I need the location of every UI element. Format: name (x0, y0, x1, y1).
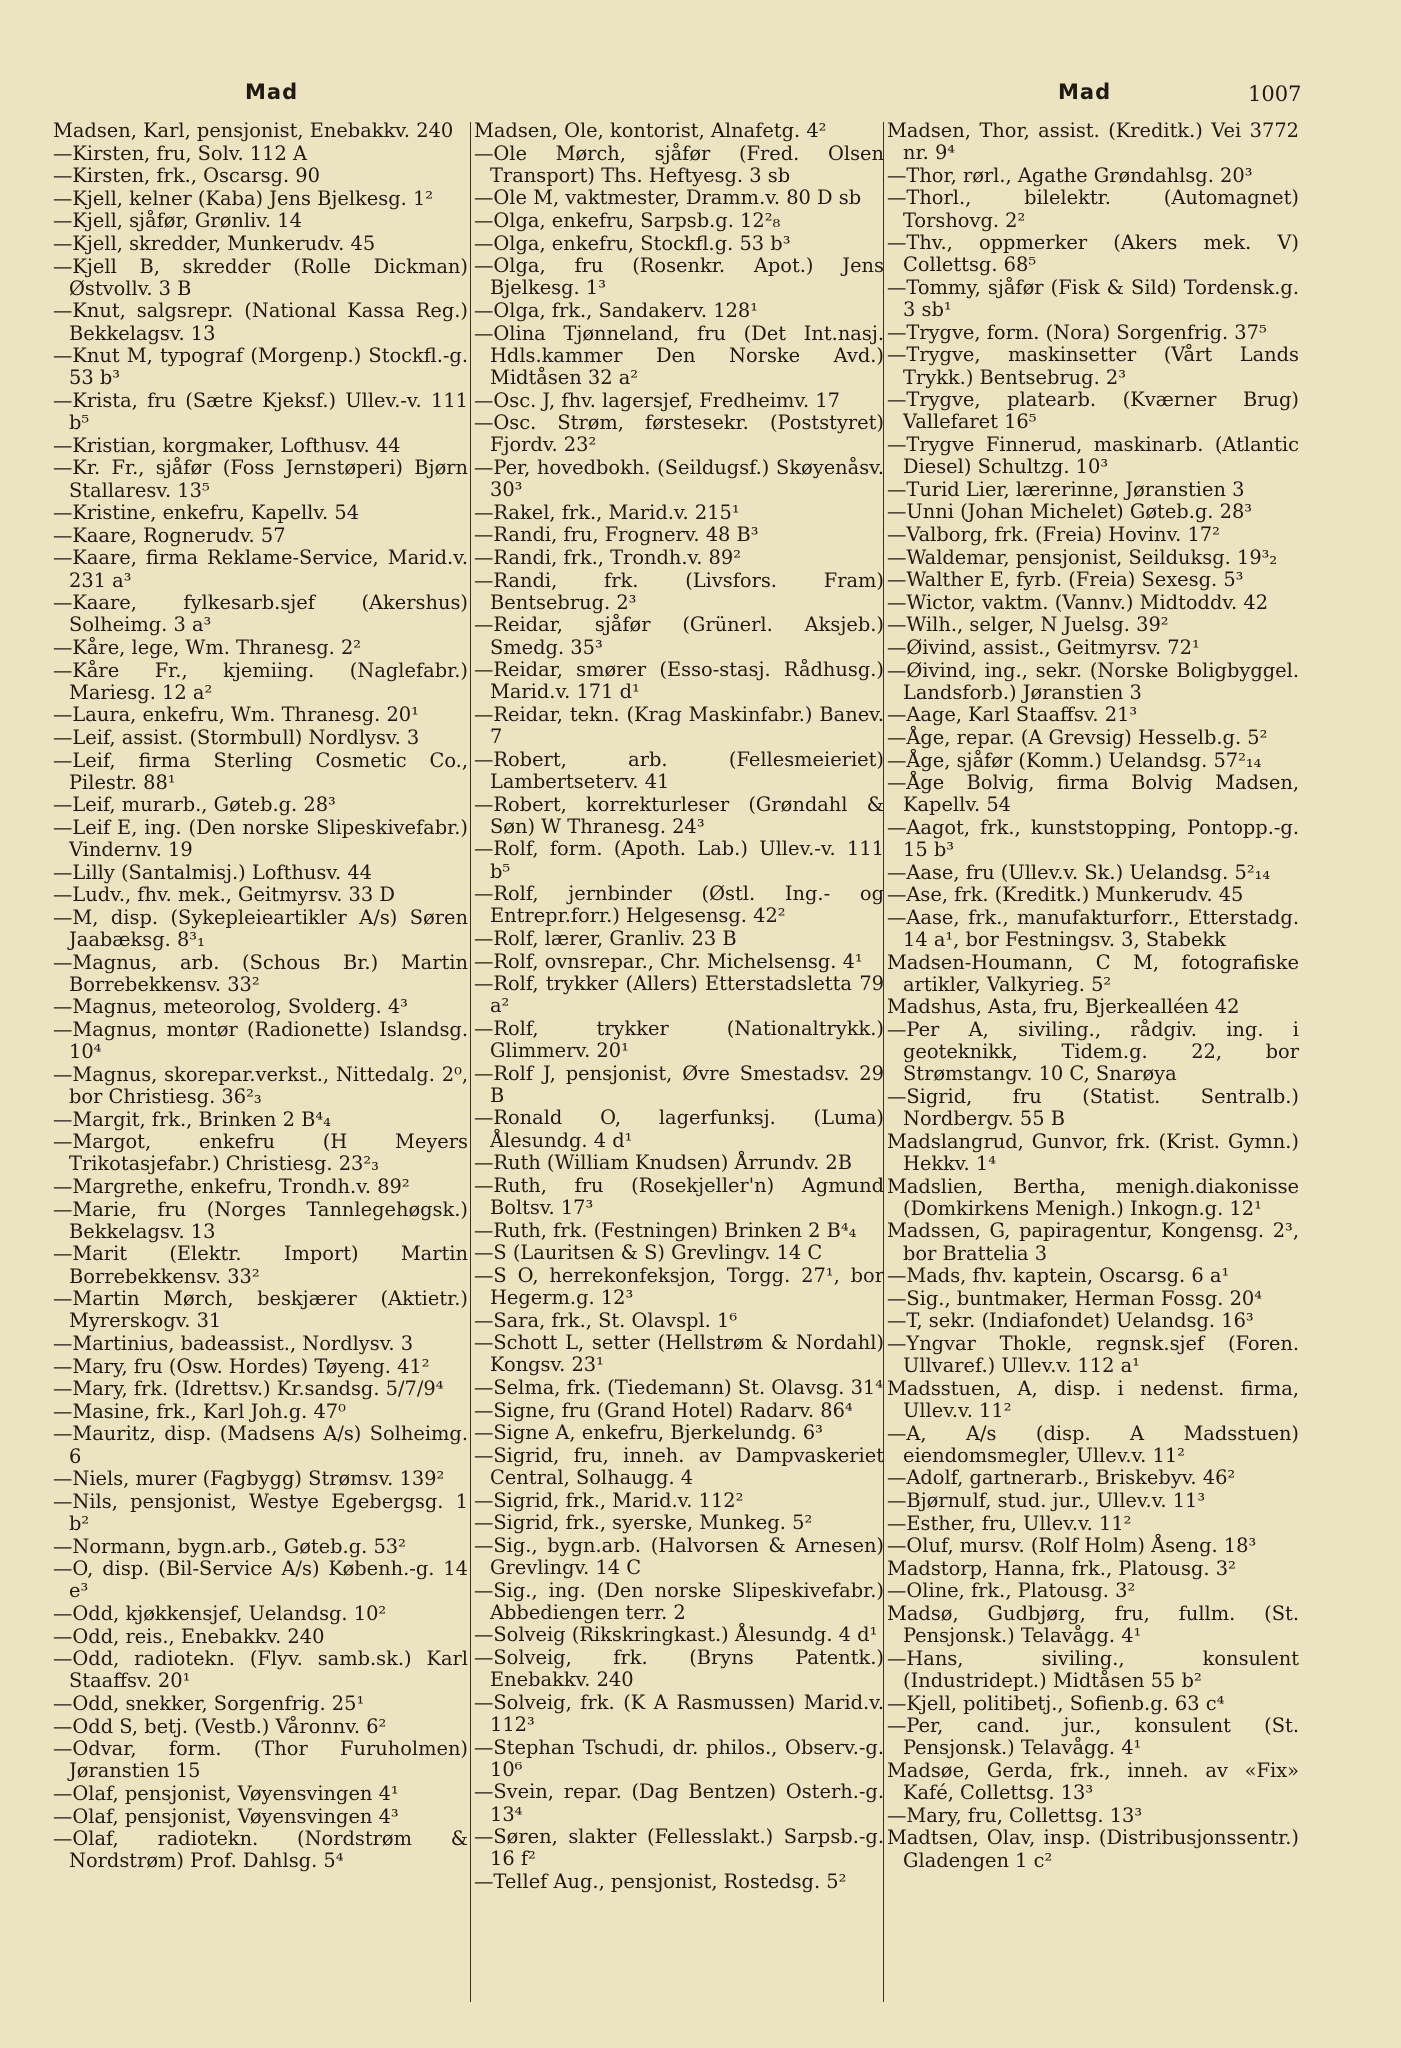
directory-entry: —Nils, pensjonist, Westye Egebergsg. 1 b² (53, 1489, 468, 1535)
directory-entry: Madslien, Bertha, menigh.diakonisse (Domkirkens Menigh.) Inkogn.g. 12¹ (887, 1174, 1299, 1220)
directory-entry: —Aage, Karl Staaffsv. 21³ (887, 703, 1138, 727)
directory-entry: —Svein, repar. (Dag Bentzen) Osterh.-g. 13⁴ (474, 1780, 884, 1826)
directory-entry: —Leif, firma Sterling Cosmetic Co., Pilestr. 88¹ (53, 748, 468, 794)
page-number: 1007 (1248, 82, 1302, 106)
directory-entry: —Rolf, jernbinder (Østl. Ing.- og Entrepr.forr.) Helgesensg. 42² (474, 882, 884, 928)
directory-entry: —Mary, fru (Osw. Hordes) Tøyeng. 41² (53, 1354, 430, 1378)
directory-entry: —Rakel, frk., Marid.v. 215¹ (474, 500, 740, 524)
directory-entry: —Randi, frk. (Livsfors. Fram) Bentsebrug. 2³ (474, 568, 884, 614)
directory-entry: —Unni (Johan Michelet) Gøteb.g. 28³ (887, 500, 1253, 524)
directory-entry: Madsen, Ole, kontorist, Alnafetg. 4² (474, 119, 827, 142)
directory-entry: —Odd, reis., Enebakkv. 240 (53, 1624, 325, 1648)
directory-entry: —Olga, fru (Rosenkr. Apot.) Jens Bjelkesg. 1³ (474, 254, 884, 300)
directory-entry: —Ronald O, lagerfunksj. (Luma) Ålesundg. 4 d¹ (474, 1106, 884, 1152)
directory-entry: —Odvar, form. (Thor Furuholmen) Jøranstien 15 (53, 1737, 468, 1783)
directory-entry: —Reidar, sjåfør (Grünerl. Aksjeb.) Smedg. 35³ (474, 613, 884, 659)
directory-entry: —Odd, kjøkkensjef, Uelandsg. 10² (53, 1601, 387, 1625)
directory-entry: —Per, cand. jur., konsulent (St. Pensjonsk.) Telavågg. 4¹ (887, 1714, 1299, 1760)
directory-entry: —Masine, frk., Karl Joh.g. 47⁰ (53, 1399, 346, 1423)
directory-entry: —Aagot, frk., kunststopping, Pontopp.-g. 15 b³ (887, 815, 1299, 862)
column-2 (474, 120, 884, 1894)
column-3 (887, 120, 1299, 1872)
directory-entry: —Kr. Fr., sjåfør (Foss Jernstøperi) Bjørn Stallaresv. 13⁵ (53, 456, 468, 502)
directory-entry: —Aase, fru (Ullev.v. Sk.) Uelandsg. 5²₁₄ (887, 860, 1271, 884)
directory-entry: —Bjørnulf, stud. jur., Ullev.v. 11³ (887, 1489, 1206, 1513)
directory-entry: —Sig., bygn.arb. (Halvorsen & Arnesen) Grevlingv. 14 C (474, 1533, 884, 1580)
directory-entry: —Marit (Elektr. Import) Martin Borrebekkensv. 33² (53, 1242, 468, 1288)
directory-entry: —Søren, slakter (Fellesslakt.) Sarpsb.-g. 16 f² (474, 1825, 884, 1871)
directory-entry: —Knut, salgsrepr. (National Kassa Reg.) Bekkelagsv. 13 (53, 299, 468, 345)
directory-entry: —Selma, frk. (Tiedemann) St. Olavsg. 31⁴ (474, 1376, 884, 1400)
directory-entry: —Leif E, ing. (Den norske Slipeskivefabr.) Vindernv. 19 (53, 815, 468, 862)
directory-entry: —Kirsten, fru, Solv. 112 A (53, 141, 307, 165)
directory-entry: —Signe, fru (Grand Hotel) Radarv. 86⁴ (474, 1398, 853, 1422)
directory-entry: —Sigrid, fru, inneh. av Dampvaskeriet Central, Solhaugg. 4 (474, 1443, 884, 1490)
directory-entry: —Olaf, pensjonist, Vøyensvingen 4¹ (53, 1781, 399, 1805)
directory-entry: —Trygve, maskinsetter (Vårt Lands Trykk.) Bentsebrug. 2³ (887, 343, 1299, 389)
directory-entry: —Olaf, radiotekn. (Nordstrøm & Nordstrøm) Prof. Dahlsg. 5⁴ (53, 1827, 468, 1873)
directory-entry: —Wilh., selger, N Juelsg. 39² (887, 613, 1169, 637)
directory-entry: —Rolf, form. (Apoth. Lab.) Ullev.-v. 111 b⁵ (474, 837, 884, 883)
directory-entry: —Ruth, fru (Rosekjeller'n) Agmund Boltsv. 17³ (474, 1173, 884, 1220)
directory-entry: —Kirsten, frk., Oscarsg. 90 (53, 164, 320, 188)
directory-entry: —Rolf J, pensjonist, Øvre Smestadsv. 29 B (474, 1061, 884, 1107)
directory-entry: —Signe A, enkefru, Bjerkelundg. 6³ (474, 1421, 823, 1445)
directory-entry: —Odd S, betj. (Vestb.) Våronnv. 6² (53, 1714, 387, 1738)
directory-entry: —Reidar, tekn. (Krag Maskinfabr.) Banev. 7 (474, 702, 884, 749)
directory-entry: —Osc. J, fhv. lagersjef, Fredheimv. 17 (474, 388, 841, 412)
directory-entry: —Rolf, lærer, Granliv. 23 B (474, 926, 737, 950)
directory-entry: —Ase, frk. (Kreditk.) Munkerudv. 45 (887, 883, 1244, 907)
directory-entry: —Kjell, sjåfør, Grønliv. 14 (53, 209, 302, 233)
directory-entry: Madsø, Gudbjørg, fru, fullm. (St. Pensjonsk.) Telavågg. 4¹ (887, 1601, 1299, 1648)
directory-entry: Madsen, Karl, pensjonist, Enebakkv. 240 (53, 119, 454, 142)
directory-entry: —Olga, enkefru, Sarpsb.g. 12²₈ (474, 208, 781, 232)
directory-entry: —Solveig, frk. (Bryns Patentk.) Enebakkv. 240 (474, 1646, 884, 1692)
directory-entry: —Leif, assist. (Stormbull) Nordlysv. 3 (53, 725, 420, 749)
directory-entry: —Åge Bolvig, firma Bolvig Madsen, Kapellv. 54 (887, 771, 1299, 817)
directory-entry: —Ole Mørch, sjåfør (Fred. Olsen Transport) Ths. Heftyesg. 3 sb (474, 141, 884, 187)
directory-entry: —Randi, fru, Frognerv. 48 B³ (474, 523, 759, 547)
directory-entry: —Thv., oppmerker (Akers mek. V) Collettsg. 68⁵ (887, 231, 1299, 277)
directory-entry: —Ole M, vaktmester, Dramm.v. 80 D sb (474, 186, 862, 210)
directory-entry: —Trygve, form. (Nora) Sorgenfrig. 37⁵ (887, 320, 1267, 344)
directory-entry: Madshus, Asta, fru, Bjerkealléen 42 (887, 995, 1240, 1019)
directory-entry: —Kjell, kelner (Kaba) Jens Bjelkesg. 1² (53, 186, 434, 210)
directory-entry: —Kristian, korgmaker, Lofthusv. 44 (53, 433, 401, 457)
directory-entry: Madsen, Thor, assist. (Kreditk.) Vei 3772 nr. 9⁴ (887, 119, 1299, 165)
directory-entry: —Trygve, platearb. (Kværner Brug) Vallefaret 16⁵ (887, 388, 1299, 434)
directory-entry: —Valborg, frk. (Freia) Hovinv. 17² (887, 522, 1220, 546)
directory-entry: —Solveig, frk. (K A Rasmussen) Marid.v. 112³ (474, 1690, 884, 1736)
directory-entry: —Kjell B, skredder (Rolle Dickman) Østvollv. 3 B (53, 254, 468, 300)
directory-entry: Madtsen, Olav, insp. (Distribusjonssentr.) Gladengen 1 c² (887, 1826, 1299, 1872)
directory-entry: —Thorl., bilelektr. (Automagnet) Torshovg. 2² (887, 186, 1299, 232)
directory-entry: —Lilly (Santalmisj.) Lofthusv. 44 (53, 860, 372, 884)
directory-entry: —Øivind, assist., Geitmyrsv. 72¹ (887, 635, 1200, 659)
directory-entry: —Kjell, politibetj., Sofienb.g. 63 c⁴ (887, 1691, 1225, 1715)
directory-entry: Madsstuen, A, disp. i nedenst. firma, Ullev.v. 11² (887, 1376, 1299, 1423)
directory-entry: —Åge, sjåfør (Komm.) Uelandsg. 57²₁₄ (887, 748, 1262, 772)
directory-entry: —Kristine, enkefru, Kapellv. 54 (53, 501, 360, 525)
directory-entry: —S (Lauritsen & S) Grevlingv. 14 C (474, 1241, 823, 1265)
directory-entry: —Ludv., fhv. mek., Geitmyrsv. 33 D (53, 883, 395, 907)
directory-entry: —Leif, murarb., Gøteb.g. 28³ (53, 793, 336, 817)
directory-entry: —Ruth, frk. (Festningen) Brinken 2 B⁴₄ (474, 1218, 857, 1242)
directory-entry: —Rolf, ovnsrepar., Chr. Michelsensg. 4¹ (474, 949, 863, 973)
directory-entry: —Solveig (Rikskringkast.) Ålesundg. 4 d¹ (474, 1623, 878, 1647)
directory-entry: —Adolf, gartnerarb., Briskebyv. 46² (887, 1466, 1236, 1490)
directory-entry: —Olga, frk., Sandakerv. 128¹ (474, 298, 759, 322)
directory-entry: —Mary, fru, Collettsg. 13³ (887, 1803, 1143, 1827)
directory-entry: —Sigrid, frk., Marid.v. 112² (474, 1488, 744, 1512)
directory-entry: —Rolf, trykker (Allers) Etterstadsletta 79 a² (474, 972, 884, 1018)
directory-entry: —Wictor, vaktm. (Vannv.) Midtoddv. 42 (887, 590, 1269, 614)
directory-entry: —Laura, enkefru, Wm. Thranesg. 20¹ (53, 703, 419, 727)
directory-entry: —Margit, frk., Brinken 2 B⁴₄ (53, 1107, 331, 1131)
directory-entry: —Knut M, typograf (Morgenp.) Stockfl.-g. 53 b³ (53, 344, 468, 390)
directory-entry: —Kaare, fylkesarb.sjef (Akershus) Solheimg. 3 a³ (53, 591, 468, 637)
directory-entry: —Martinius, badeassist., Nordlysv. 3 (53, 1332, 414, 1356)
directory-entry: —Odd, radiotekn. (Flyv. samb.sk.) Karl Staaffsv. 20¹ (53, 1647, 468, 1693)
directory-entry: —Rolf, trykker (Nationaltrykk.) Glimmerv. 20¹ (474, 1016, 884, 1063)
directory-entry: —T, sekr. (Indiafondet) Uelandsg. 16³ (887, 1309, 1254, 1333)
directory-entry: —Esther, fru, Ullev.v. 11² (887, 1511, 1132, 1535)
directory-entry: —M, disp. (Sykepleieartikler A/s) Søren Jaabæksg. 8³₁ (53, 905, 468, 952)
directory-entry: —Margot, enkefru (H Meyers Trikotasjefabr.) Christiesg. 23²₃ (53, 1130, 468, 1176)
directory-entry: —Tellef Aug., pensjonist, Rostedsg. 5² (474, 1869, 847, 1893)
directory-entry: —Margrethe, enkefru, Trondh.v. 89² (53, 1175, 410, 1199)
directory-entry: —Reidar, smører (Esso-stasj. Rådhusg.) Marid.v. 171 d¹ (474, 658, 884, 704)
running-header-left: Mad (245, 80, 299, 104)
column-divider (470, 122, 471, 2002)
directory-entry: —Krista, fru (Sætre Kjeksf.) Ullev.-v. 111 b⁵ (53, 388, 468, 435)
directory-entry: —Ruth (William Knudsen) Årrundv. 2B (474, 1151, 853, 1175)
directory-entry: —Niels, murer (Fagbygg) Strømsv. 139² (53, 1467, 445, 1491)
directory-entry: —Kjell, skredder, Munkerudv. 45 (53, 231, 376, 255)
directory-entry: —Mary, frk. (Idrettsv.) Kr.sandsg. 5/7/9⁴ (53, 1377, 444, 1401)
directory-entry: —Kaare, Rognerudv. 57 (53, 523, 286, 547)
directory-entry: Madsen-Houmann, C M, fotografiske artikler, Valkyrieg. 5² (887, 950, 1299, 996)
directory-entry: —Kåre Fr., kjemiing. (Naglefabr.) Mariesg. 12 a² (53, 658, 468, 704)
directory-entry: —Øivind, ing., sekr. (Norske Boligbyggel. Landsforb.) Jøranstien 3 (887, 658, 1299, 704)
directory-entry: —Olaf, pensjonist, Vøyensvingen 4³ (53, 1804, 399, 1828)
directory-entry: —Magnus, arb. (Schous Br.) Martin Borrebekkensv. 33² (53, 950, 468, 996)
directory-entry: Madsøe, Gerda, frk., inneh. av «Fix» Kafé, Collettsg. 13³ (887, 1758, 1299, 1805)
directory-entry: —Walther E, fyrb. (Freia) Sexesg. 5³ (887, 568, 1244, 592)
directory-entry: —Kaare, firma Reklame-Service, Marid.v. 231 a³ (53, 546, 468, 592)
directory-entry: —Turid Lier, lærerinne, Jøranstien 3 (887, 477, 1245, 501)
directory-entry: —Sig., ing. (Den norske Slipeskivefabr.) Abbediengen terr. 2 (474, 1578, 884, 1624)
directory-entry: —O, disp. (Bil-Service A/s) Københ.-g. 14 e³ (53, 1557, 468, 1603)
directory-entry: —Oline, frk., Platousg. 3² (887, 1579, 1136, 1603)
running-header-right: Mad (1058, 80, 1112, 104)
directory-entry: —Tommy, sjåfør (Fisk & Sild) Tordensk.g. 3 sb¹ (887, 275, 1299, 322)
directory-entry: —Per A, siviling., rådgiv. ing. i geoteknikk, Tidem.g. 22, bor Strømstangv. 10 C, Snarøya (887, 1018, 1299, 1086)
directory-entry: —Per, hovedbokh. (Seildugsf.) Skøyenåsv. 30³ (474, 455, 884, 502)
directory-entry: —A, A/s (disp. A Madsstuen) eiendomsmegler, Ullev.v. 11² (887, 1421, 1299, 1467)
directory-entry: —S O, herrekonfeksjon, Torgg. 27¹, bor Hegerm.g. 12³ (474, 1263, 884, 1310)
directory-entry: —Olina Tjønneland, fru (Det Int.nasj. Hdls.kammer Den Norske Avd.) Midtåsen 32 a² (474, 321, 884, 389)
directory-entry: —Sigrid, frk., syerske, Munkeg. 5² (474, 1511, 813, 1535)
directory-entry: —Yngvar Thokle, regnsk.sjef (Foren. Ullvaref.) Ullev.v. 112 a¹ (887, 1332, 1299, 1378)
directory-entry: —Magnus, skorepar.verkst., Nittedalg. 2⁰, bor Christiesg. 36²₃ (53, 1062, 468, 1109)
directory-entry: —Sigrid, fru (Statist. Sentralb.) Nordbergv. 55 B (887, 1085, 1299, 1131)
directory-entry: —Magnus, montør (Radionette) Islandsg. 10⁴ (53, 1018, 468, 1064)
directory-entry: —Stephan Tschudi, dr. philos., Observ.-g. 10⁶ (474, 1735, 884, 1781)
directory-entry: —Trygve Finnerud, maskinarb. (Atlantic Diesel) Schultzg. 10³ (887, 432, 1299, 479)
directory-entry: —Mads, fhv. kaptein, Oscarsg. 6 a¹ (887, 1264, 1230, 1288)
directory-entry: —Magnus, meteorolog, Svolderg. 4³ (53, 995, 408, 1019)
directory-entry: —Normann, bygn.arb., Gøteb.g. 53² (53, 1534, 406, 1558)
directory-entry: —Martin Mørch, beskjærer (Aktietr.) Myrerskogv. 31 (53, 1287, 468, 1333)
directory-entry: —Sara, frk., St. Olavspl. 1⁶ (474, 1308, 738, 1332)
directory-entry: —Sig., buntmaker, Herman Fossg. 20⁴ (887, 1286, 1263, 1310)
directory-entry: —Åge, repar. (A Grevsig) Hesselb.g. 5² (887, 725, 1268, 749)
directory-entry: —Randi, frk., Trondh.v. 89² (474, 545, 741, 569)
column-1 (53, 120, 468, 1873)
directory-entry: —Oluf, mursv. (Rolf Holm) Åseng. 18³ (887, 1534, 1257, 1558)
directory-entry: —Mauritz, disp. (Madsens A/s) Solheimg. 6 (53, 1422, 468, 1468)
directory-entry: —Marie, fru (Norges Tannlegehøgsk.) Bekkelagsv. 13 (53, 1197, 468, 1243)
directory-entry: —Schott L, setter (Hellstrøm & Nordahl) Kongsv. 23¹ (474, 1331, 884, 1377)
directory-entry: —Olga, enkefru, Stockfl.g. 53 b³ (474, 231, 791, 255)
directory-entry: —Waldemar, pensjonist, Seilduksg. 19³₂ (887, 545, 1278, 569)
directory-entry: —Osc. Strøm, førstesekr. (Poststyret) Fjordv. 23² (474, 411, 884, 457)
directory-entry: Madssen, G, papiragentur, Kongensg. 2³, bor Brattelia 3 (887, 1219, 1299, 1265)
directory-entry: Madstorp, Hanna, frk., Platousg. 3² (887, 1556, 1236, 1580)
directory-entry: —Kåre, lege, Wm. Thranesg. 2² (53, 635, 362, 659)
directory-entry: Madslangrud, Gunvor, frk. (Krist. Gymn.) Hekkv. 1⁴ (887, 1129, 1299, 1176)
directory-entry: —Hans, siviling., konsulent (Industridept.) Midtåsen 55 b² (887, 1646, 1299, 1692)
directory-entry: —Robert, arb. (Fellesmeieriet) Lambertseterv. 41 (474, 747, 884, 793)
directory-entry: —Robert, korrekturleser (Grøndahl & Søn) W Thranesg. 24³ (474, 792, 884, 838)
directory-entry: —Odd, snekker, Sorgenfrig. 25¹ (53, 1691, 365, 1715)
directory-entry: —Aase, frk., manufakturforr., Etterstadg. 14 a¹, bor Festningsv. 3, Stabekk (887, 905, 1299, 952)
directory-entry: —Thor, rørl., Agathe Grøndahlsg. 20³ (887, 163, 1253, 187)
